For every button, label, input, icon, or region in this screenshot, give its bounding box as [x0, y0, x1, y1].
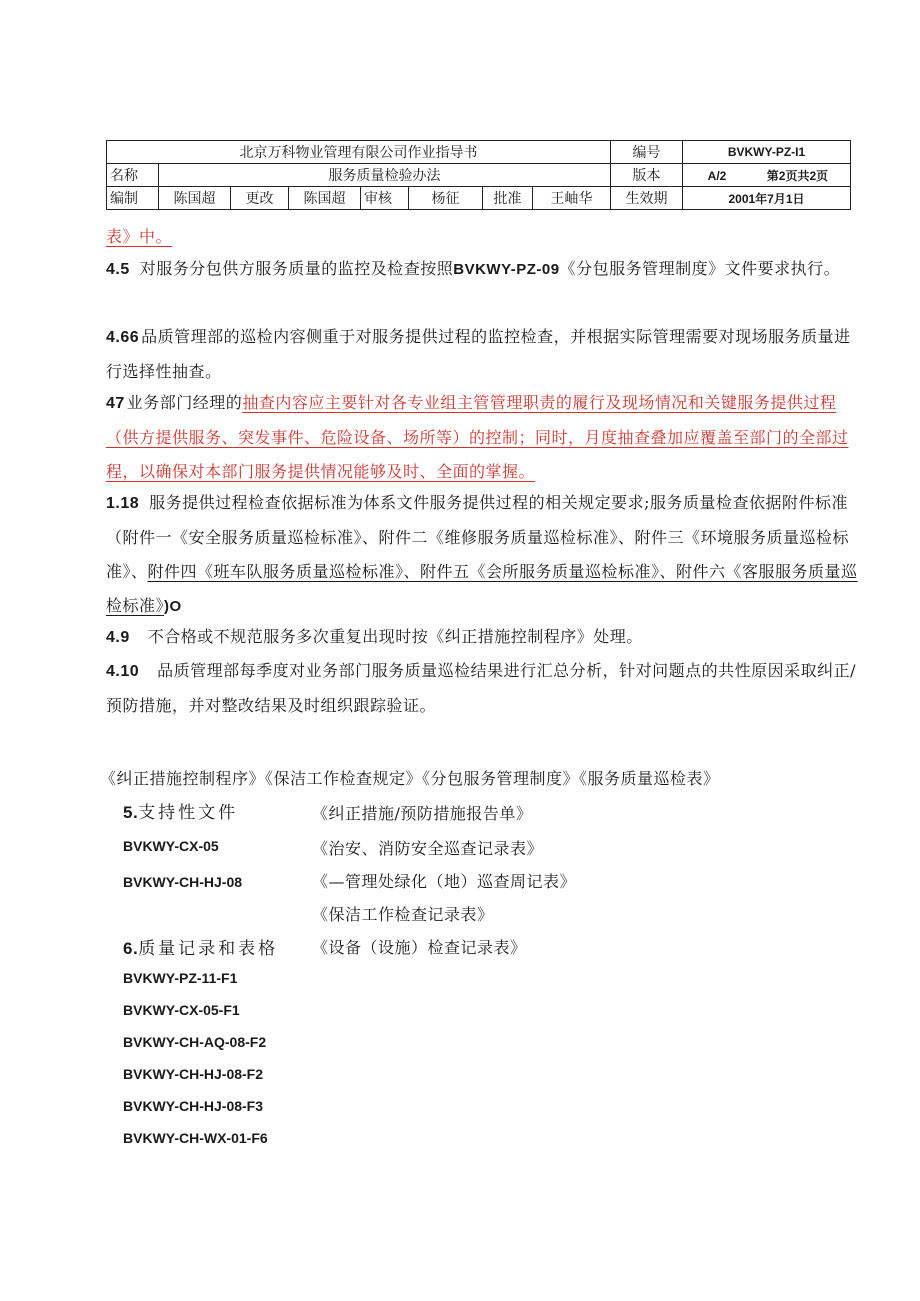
record-document-title: 《治安、消防安全巡查记录表》 — [312, 839, 544, 858]
highlighted-text: 抽查内容应主要针对各专业组主管管理职责的履行及现场情况和关键服务提供过程（供方提供服务、突发事件、危险设备、场所等）的控制；同时，月度抽查叠加应覆盖至部门的全部过程，以确保对本部门服务提供情况能够及时、全面的掌握。 — [106, 393, 849, 481]
paragraph-number: 4.5 — [106, 261, 130, 278]
effective-date: 2001年7月1日 — [683, 187, 851, 210]
paragraph-text: 对服务分包供方服务质量的监控及检查按照 — [139, 259, 454, 278]
support-code: BVKWY-CX-05 — [123, 838, 219, 854]
record-document-title: 《保洁工作检查记录表》 — [312, 905, 494, 924]
paragraph-4-66 — [106, 320, 866, 389]
section-title: 支持性文件 — [138, 803, 239, 823]
support-code: BVKWY-CH-HJ-08 — [123, 874, 243, 890]
paragraph-text: 不合格或不规范服务多次重复出现时按《纠正措施控制程序》处理。 — [147, 627, 643, 646]
company-title: 北京万科物业管理有限公司作业指导书 — [107, 141, 611, 164]
page-info: 第2页共2页 — [766, 168, 829, 183]
version-value: A/2 — [707, 168, 727, 183]
document-code-ref: BVKWY-PZ-09 — [453, 261, 560, 278]
code-label: 编号 — [611, 141, 683, 164]
version-label: 版本 — [611, 164, 683, 187]
author-label: 编制 — [107, 187, 159, 210]
record-code: BVKWY-CH-AQ-08-F2 — [123, 1034, 267, 1050]
references-line: 《纠正措施控制程序》《保洁工作检查规定》《分包服务管理制度》《服务质量巡检表》 — [100, 769, 720, 788]
approve-label: 批准 — [483, 187, 533, 210]
document-header-table — [106, 140, 851, 210]
document-name: 服务质量检验办法 — [159, 164, 611, 187]
section-number: 5. — [123, 803, 139, 822]
changer: 陈国超 — [289, 187, 361, 210]
record-code: BVKWY-CH-HJ-08-F3 — [123, 1098, 264, 1114]
section-6-heading — [123, 934, 278, 959]
paragraph-number: 4.9 — [106, 629, 130, 646]
paragraph-text: 品质管理部每季度对业务部门服务质量巡检结果进行汇总分析，针对问题点的共性原因采取纠正/预防措施，并对整改结果及时组织跟踪验证。 — [106, 661, 857, 715]
record-document-title: 《设备（设施）检查记录表》 — [312, 938, 527, 957]
paragraph-end: )O — [164, 598, 182, 615]
record-code: BVKWY-CH-WX-01-F6 — [123, 1130, 268, 1146]
record-document-title: 《纠正措施/预防措施报告单》 — [312, 804, 533, 823]
paragraph-number: 4.66 — [106, 329, 140, 346]
paragraph-text: 业务部门经理的 — [126, 393, 243, 412]
paragraph-text: 服务提供过程检查依据标准为体系文件服务提供过程的相关规定要求;服务质量检查依据附件标准（附件一《安全服务质量巡检标准》、附件二《维修服务质量巡检标准》、附件三《环境服务质量巡检标准》、 — [106, 493, 850, 581]
paragraph-number: 4.10 — [106, 663, 140, 680]
paragraph-4-10 — [106, 654, 866, 723]
version-page-cell — [683, 164, 851, 187]
record-code: BVKWY-PZ-11-F1 — [123, 970, 238, 986]
paragraph-text: 品质管理部的巡检内容侧重于对服务提供过程的监控检查，并根据实际管理需要对现场服务质量进行选择性抽查。 — [106, 327, 851, 381]
name-label: 名称 — [107, 164, 159, 187]
paragraph-number: 1.18 — [106, 495, 140, 512]
continued-line: 表》中。 — [106, 227, 173, 246]
review-label: 审核 — [361, 187, 409, 210]
document-code: BVKWY-PZ-I1 — [683, 141, 851, 164]
effective-label: 生效期 — [611, 187, 683, 210]
record-code: BVKWY-CX-05-F1 — [123, 1002, 240, 1018]
approver: 王岫华 — [533, 187, 611, 210]
record-code: BVKWY-CH-HJ-08-F2 — [123, 1066, 264, 1082]
paragraph-4-7 — [106, 386, 866, 489]
underlined-text: 附件四《班车队服务质量巡检标准》、附件五《会所服务质量巡检标准》、附件六《客服服务质量巡检标准》 — [106, 562, 858, 615]
section-5-heading — [123, 798, 238, 823]
change-label: 更改 — [231, 187, 289, 210]
record-document-title: 《—管理处绿化（地）巡查周记表》 — [312, 872, 577, 891]
paragraph-4-9 — [106, 620, 866, 655]
section-title: 质量记录和表格 — [138, 939, 279, 959]
section-number: 6. — [123, 939, 139, 958]
reviewer: 杨征 — [409, 187, 483, 210]
paragraph-4-5 — [106, 252, 866, 287]
author: 陈国超 — [159, 187, 231, 210]
paragraph-1-18 — [106, 486, 866, 624]
paragraph-number: 47 — [106, 395, 125, 412]
paragraph-text: 《分包服务管理制度》文件要求执行。 — [559, 259, 841, 278]
